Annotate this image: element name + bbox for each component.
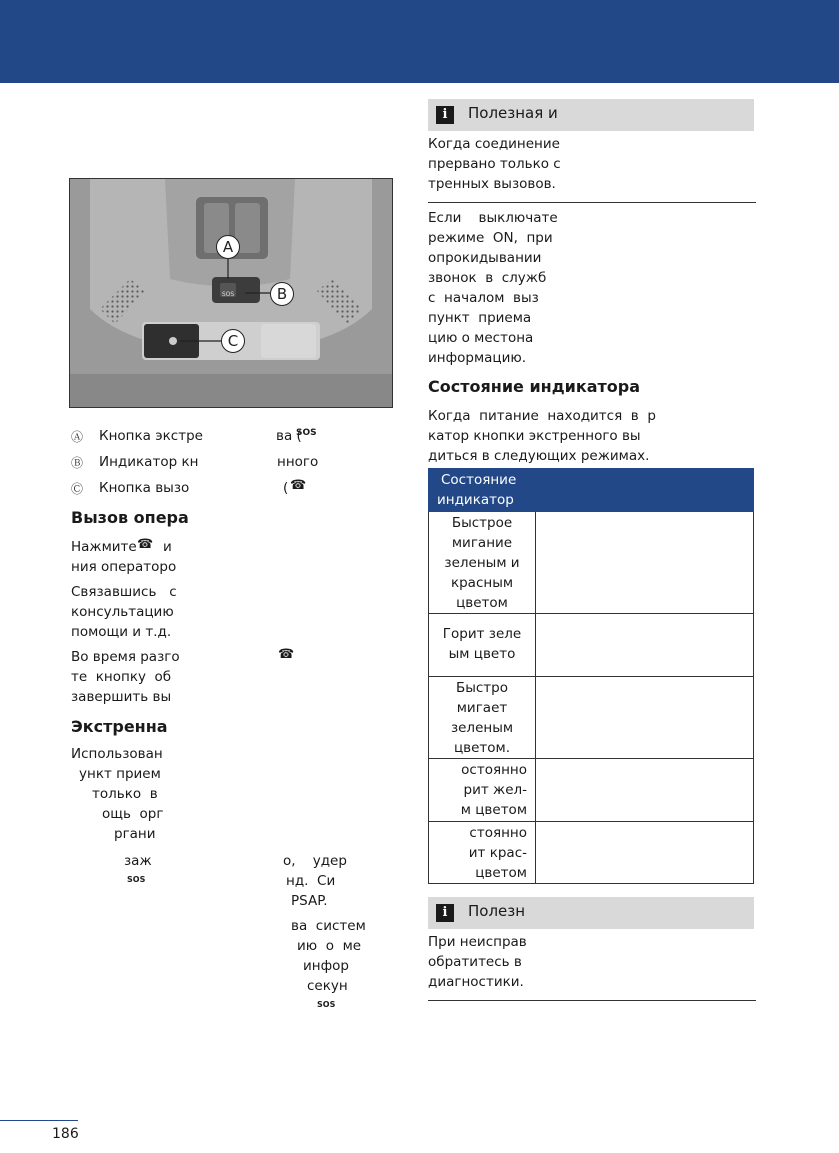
legend-text: Кнопка вызо xyxy=(99,480,190,496)
paragraph-line: ию о ме xyxy=(297,938,362,954)
note-title: Полезная и xyxy=(468,104,558,122)
cell-line: Быстрое xyxy=(451,515,513,531)
sos-icon: SOS xyxy=(127,875,146,884)
console-illustration xyxy=(70,179,392,407)
table-cell xyxy=(536,822,754,884)
legend-text: Индикатор кн xyxy=(99,454,199,470)
cell-line: цветом xyxy=(456,595,508,611)
table-header-line: индикатор xyxy=(437,492,514,508)
paragraph-line: цию о местона xyxy=(428,330,534,346)
info-note-bar xyxy=(428,897,754,929)
paragraph-line: Если выключате xyxy=(428,210,558,226)
cell-line: Быстро xyxy=(455,680,509,696)
table-cell xyxy=(536,512,754,614)
paragraph-line: инфор xyxy=(303,958,349,974)
cell-line: ит крас- xyxy=(468,845,527,861)
info-icon: i xyxy=(436,106,454,124)
phone-icon: ☎ xyxy=(137,537,154,552)
phone-icon: ☎ xyxy=(290,478,307,493)
paragraph-line: опрокидывании xyxy=(428,250,542,266)
callout-c: C xyxy=(221,329,245,353)
table-header-cell xyxy=(429,469,754,512)
divider xyxy=(428,202,756,203)
paragraph-line: заж xyxy=(124,853,152,869)
table-header-row xyxy=(429,469,754,512)
paragraph-line: и xyxy=(163,539,172,555)
paragraph-line: Связавшись с xyxy=(71,584,177,600)
paragraph-line: катор кнопки экстренного вы xyxy=(428,428,641,444)
sos-icon: SOS xyxy=(296,428,317,438)
paragraph-line: секун xyxy=(307,978,348,994)
footer-rule xyxy=(0,1120,78,1121)
paragraph-line: ункт прием xyxy=(79,766,161,782)
paragraph-line: Во время разго xyxy=(71,649,180,665)
table-cell xyxy=(536,677,754,759)
divider xyxy=(428,1000,756,1001)
info-icon: i xyxy=(436,904,454,922)
info-note-bar xyxy=(428,99,754,131)
table-cell xyxy=(429,677,536,759)
paragraph-line: помощи и т.д. xyxy=(71,624,172,640)
page-number: 186 xyxy=(52,1126,79,1142)
sos-icon: SOS xyxy=(317,1000,336,1009)
paragraph-line: с началом выз xyxy=(428,290,539,306)
table-cell xyxy=(429,614,536,677)
table-row xyxy=(429,677,754,759)
paragraph-line: Нажмите xyxy=(71,539,137,555)
paragraph-line: звонок в служб xyxy=(428,270,547,286)
note-text: Когда соединение xyxy=(428,136,560,152)
paragraph-line: информацию. xyxy=(428,350,527,366)
cell-line: Горит зеле xyxy=(442,626,522,642)
table-cell xyxy=(536,759,754,822)
table-cell xyxy=(536,614,754,677)
section-heading: Вызов опера xyxy=(71,508,189,527)
note-title: Полезн xyxy=(468,902,526,920)
overhead-console-photo xyxy=(69,178,393,408)
paragraph-line: завершить вы xyxy=(71,689,172,705)
table-cell xyxy=(429,512,536,614)
svg-text:SOS: SOS xyxy=(221,291,235,298)
indicator-table xyxy=(428,468,754,884)
cell-line: мигает xyxy=(456,700,508,716)
legend-marker-c: Ⓒ xyxy=(71,482,84,496)
paragraph-line: ощь орг xyxy=(102,806,164,822)
cell-line: м цветом xyxy=(460,802,527,818)
callout-a: A xyxy=(216,235,240,259)
table-row xyxy=(429,822,754,884)
paragraph-line: PSAP. xyxy=(291,893,328,909)
paragraph-line: режиме ON, при xyxy=(428,230,553,246)
cell-line: красным xyxy=(450,575,514,591)
note-text: тренных вызовов. xyxy=(428,176,556,192)
paragraph-line: пункт приема xyxy=(428,310,532,326)
paragraph-line: те кнопку об xyxy=(71,669,172,685)
paragraph-line: Использован xyxy=(71,746,163,762)
section-heading: Состояние индикатора xyxy=(428,377,641,396)
legend-marker-b: Ⓑ xyxy=(71,456,84,470)
cell-line: мигание xyxy=(451,535,513,551)
table-row xyxy=(429,759,754,822)
table-header-line: Состояние xyxy=(441,472,517,488)
paragraph-line: диться в следующих режимах. xyxy=(428,448,650,464)
cell-line: ым цвето xyxy=(448,646,516,662)
cell-line: зеленым и xyxy=(444,555,520,571)
paragraph-line: о, удер xyxy=(283,853,347,869)
table-cell xyxy=(429,822,536,884)
cell-line: зеленым xyxy=(450,720,514,736)
callout-b: B xyxy=(270,282,294,306)
note-text: диагностики. xyxy=(428,974,524,990)
table-cell xyxy=(429,759,536,822)
header-band xyxy=(0,0,839,83)
note-text: прервано только с xyxy=(428,156,561,172)
paragraph-line: только в xyxy=(92,786,158,802)
paragraph-line: ргани xyxy=(114,826,156,842)
cell-line: цветом xyxy=(475,865,527,881)
cell-line: остоянно xyxy=(461,762,527,778)
note-text: обратитесь в xyxy=(428,954,522,970)
cell-line: стоянно xyxy=(469,825,527,841)
legend-text: Кнопка экстре xyxy=(99,428,203,444)
cell-line: рит жел- xyxy=(463,782,527,798)
note-text: При неисправ xyxy=(428,934,527,950)
paragraph-line: ния операторо xyxy=(71,559,177,575)
table-row xyxy=(429,512,754,614)
paragraph-line: нд. Си xyxy=(286,873,336,889)
cell-line: цветом. xyxy=(453,740,511,756)
phone-icon: ☎ xyxy=(278,647,295,662)
legend-text-tail: нного xyxy=(277,454,319,470)
legend-marker-a: Ⓐ xyxy=(71,430,84,444)
legend-text-tail: ва ( xyxy=(276,428,302,444)
paragraph-line: Когда питание находится в р xyxy=(428,408,656,424)
paragraph-line: ва систем xyxy=(291,918,366,934)
legend-text-tail: ( xyxy=(283,480,289,496)
table-row xyxy=(429,614,754,677)
paragraph-line: консультацию xyxy=(71,604,174,620)
section-heading: Экстренна xyxy=(71,717,168,736)
